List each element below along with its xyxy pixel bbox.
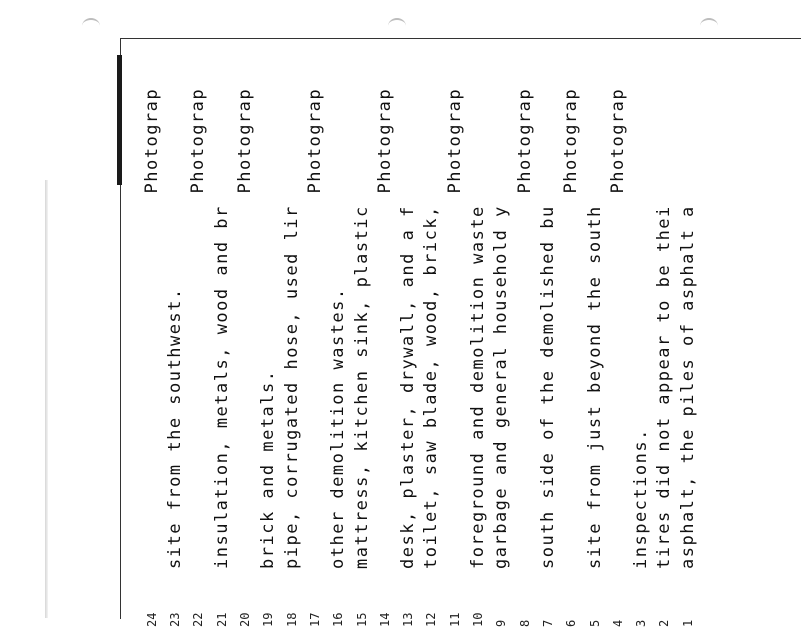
line-number: 5 bbox=[587, 619, 602, 627]
line-number: 19 bbox=[261, 612, 276, 627]
document-line bbox=[584, 67, 607, 627]
line-number: 16 bbox=[331, 612, 346, 627]
document-line bbox=[490, 67, 513, 627]
line-number: 2 bbox=[657, 619, 672, 627]
document-line bbox=[653, 67, 676, 627]
document-line bbox=[677, 67, 700, 627]
line-text: insulation, metals, wood and br bbox=[211, 205, 232, 569]
document-line bbox=[560, 67, 583, 627]
line-text: garbage and general household y bbox=[491, 205, 512, 569]
document-line bbox=[420, 67, 443, 627]
line-number: 10 bbox=[471, 612, 486, 627]
line-number: 4 bbox=[610, 619, 625, 627]
line-number: 3 bbox=[634, 619, 649, 627]
line-text: mattress, kitchen sink, plastic bbox=[351, 205, 372, 569]
line-text: site from the southwest. bbox=[165, 287, 186, 569]
document-line bbox=[187, 67, 210, 627]
line-text: Photograp bbox=[235, 87, 256, 569]
punch-hole-mark bbox=[82, 18, 100, 34]
line-number: 23 bbox=[168, 612, 183, 627]
document-line bbox=[374, 67, 397, 627]
document-line bbox=[304, 67, 327, 627]
document-line bbox=[537, 67, 560, 627]
line-text: site from just beyond the south bbox=[584, 205, 605, 569]
line-text: Photograp bbox=[304, 87, 325, 569]
line-text: toilet, saw blade, wood, brick, bbox=[421, 205, 442, 569]
line-number: 11 bbox=[447, 612, 462, 627]
line-text: foreground and demolition waste bbox=[468, 205, 489, 569]
line-number: 14 bbox=[377, 612, 392, 627]
line-text: desk, plaster, drywall, and a f bbox=[398, 205, 419, 569]
line-number: 9 bbox=[494, 619, 509, 627]
document-line bbox=[467, 67, 490, 627]
line-number: 17 bbox=[307, 612, 322, 627]
line-text: south side of the demolished bu bbox=[537, 205, 558, 569]
document-line bbox=[211, 67, 234, 627]
line-number: 18 bbox=[284, 612, 299, 627]
line-number: 1 bbox=[680, 619, 695, 627]
document-line bbox=[257, 67, 280, 627]
punch-hole-mark bbox=[700, 18, 718, 34]
line-text: brick and metals. bbox=[258, 369, 279, 569]
line-text: Photograp bbox=[188, 87, 209, 569]
document-line bbox=[141, 67, 164, 627]
line-number: 24 bbox=[144, 612, 159, 627]
document-line bbox=[607, 67, 630, 627]
punch-hole-mark bbox=[388, 18, 406, 34]
line-number: 15 bbox=[354, 612, 369, 627]
line-text: Photograp bbox=[607, 87, 628, 569]
line-number: 20 bbox=[238, 612, 253, 627]
line-text: tires did not appear to be thei bbox=[654, 205, 675, 569]
document-line bbox=[327, 67, 350, 627]
line-number: 7 bbox=[540, 619, 555, 627]
document-line bbox=[397, 67, 420, 627]
document-line bbox=[630, 67, 653, 627]
line-number: 13 bbox=[401, 612, 416, 627]
document-line bbox=[164, 67, 187, 627]
line-text: Photograp bbox=[444, 87, 465, 569]
document-line bbox=[444, 67, 467, 627]
margin-bar bbox=[117, 55, 122, 185]
rotated-text-block bbox=[140, 67, 700, 627]
line-text: Photograp bbox=[561, 87, 582, 569]
document-line bbox=[281, 67, 304, 627]
line-text: Photograp bbox=[141, 87, 162, 569]
line-text: pipe, corrugated hose, used lir bbox=[281, 205, 302, 569]
line-text: Photograp bbox=[514, 87, 535, 569]
line-number: 22 bbox=[191, 612, 206, 627]
line-text: Photograp bbox=[374, 87, 395, 569]
line-text: other demolition wastes. bbox=[328, 287, 349, 569]
line-number: 21 bbox=[214, 612, 229, 627]
line-text: inspections. bbox=[631, 428, 652, 569]
scan-edge-shadow bbox=[45, 180, 48, 618]
line-number: 6 bbox=[564, 619, 579, 627]
document-line bbox=[351, 67, 374, 627]
document-line bbox=[234, 67, 257, 627]
line-text: asphalt, the piles of asphalt a bbox=[677, 205, 698, 569]
line-number: 8 bbox=[517, 619, 532, 627]
line-number: 12 bbox=[424, 612, 439, 627]
document-line bbox=[514, 67, 537, 627]
